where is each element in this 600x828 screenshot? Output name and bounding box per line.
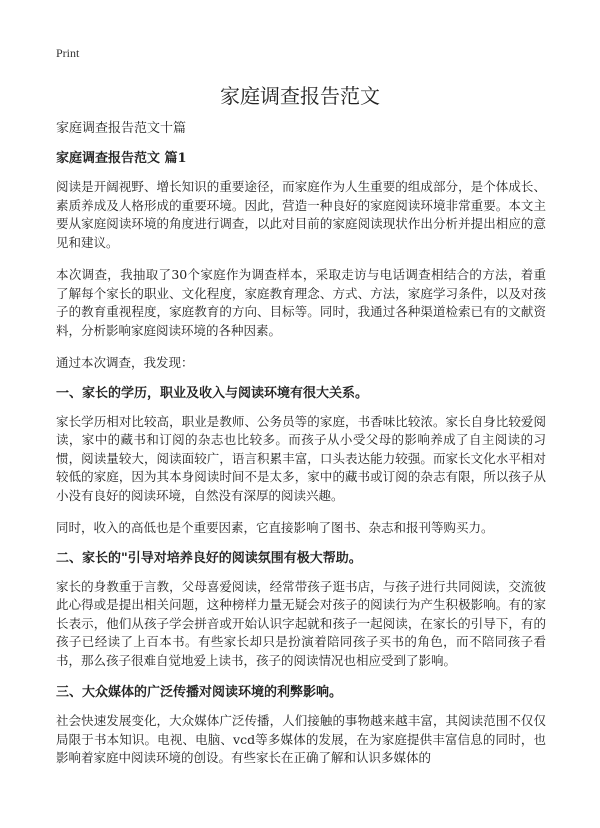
print-link[interactable]: Print	[56, 46, 80, 60]
section-heading-1: 一、家长的学历，职业及收入与阅读环境有很大关系。	[56, 385, 369, 401]
document-title: 家庭调查报告范文	[220, 84, 380, 108]
section-heading-2: 二、家长的"引导对培养良好的阅读氛围有极大帮助。	[56, 550, 362, 566]
section-3-paragraph: 社会快速发展变化，大众媒体广泛传播，人们接触的事物越来越丰富，其阅读范围不仅仅局限于书本知识。电视、电脑、vcd等多媒体的发展，在为家庭提供丰富信息的同时，也影响着家庭中阅读环境的创设。有些家长在正确了解和认识多媒体的	[56, 713, 546, 765]
paragraph-intro: 阅读是开阔视野、增长知识的重要途径，而家庭作为人生重要的组成部分，是个体成长、素质养成及人格形成的重要环境。因此，营造一种良好的家庭阅读环境非常重要。本文主要从家庭阅读环境的角度进行调查，以此对目前的家庭阅读现状作出分析并提出相应的意见和建议。	[56, 179, 546, 250]
document-subtitle: 家庭调查报告范文十篇	[56, 121, 187, 136]
section-1-paragraph: 家长学历相对比较高，职业是教师、公务员等的家庭，书香味比较浓。家长自身比较爱阅读，家中的藏书和订阅的杂志也比较多。而孩子从小受父母的影响养成了自主阅读的习惯，阅读量较大，阅读面较广，语言积累丰富，口头表达能力较强。而家长文化水平相对较低的家庭，因为其本身阅读时间不是太多，家中的藏书或订阅的杂志有限，所以孩子从小没有良好的阅读环境，自然没有深厚的阅读兴趣。	[56, 413, 546, 503]
paragraph-method: 本次调查，我抽取了30个家庭作为调查样本，采取走访与电话调查相结合的方法，着重了解每个家长的职业、文化程度，家庭教育理念、方式、方法，家庭学习条件，以及对孩子的教育重视程度，家庭教育的方向、目标等。同时，我通过各种渠道检索已有的文献资料，分析影响家庭阅读环境的各种因素。	[56, 267, 546, 338]
section-1-paragraph: 同时，收入的高低也是个重要因素，它直接影响了图书、杂志和报刊等购买力。	[56, 520, 494, 535]
article-heading: 家庭调查报告范文 篇1	[56, 151, 187, 166]
section-2-paragraph: 家长的身教重于言教，父母喜爱阅读，经常带孩子逛书店，与孩子进行共同阅读，交流彼此心得或是提出相关问题，这种榜样力量无疑会对孩子的阅读行为产生积极影响。有的家长表示，他们从孩子学会拼音或开始认识字起就和孩子一起阅读，在家长的引导下，有的孩子已经读了上百本书。有些家长却只是扮演着陪同孩子买书的角色，而不陪同孩子看书，那么孩子很难自觉地爱上读书，孩子的阅读情况也相应受到了影响。	[56, 578, 546, 668]
document-body	[56, 120, 546, 782]
section-heading-3: 三、大众媒体的广泛传播对阅读环境的利弊影响。	[56, 685, 343, 700]
paragraph-findings-lead: 通过本次调查，我发现：	[56, 355, 194, 370]
